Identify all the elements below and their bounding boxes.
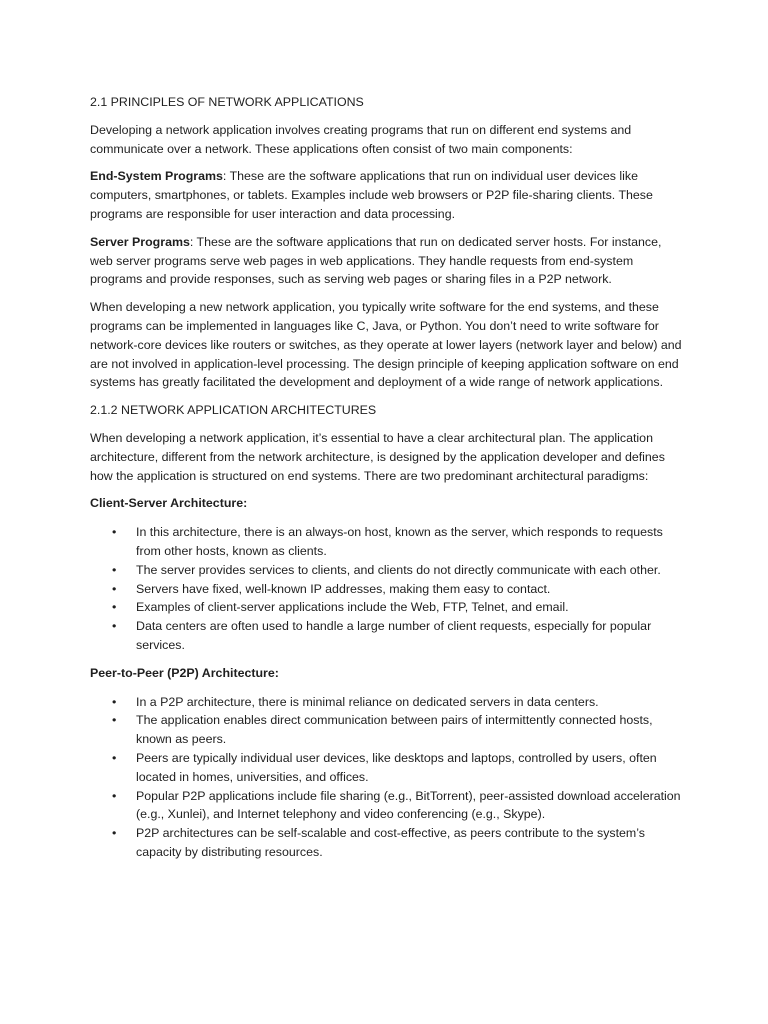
bullet-icon: • [112, 694, 117, 709]
bullet-icon: • [112, 826, 117, 841]
bullet-icon: • [112, 619, 117, 634]
list-item [90, 580, 682, 599]
bullet-icon: • [112, 750, 117, 765]
list-item-text: The application enables direct communication between pairs of intermittently connected hosts, known as peers. [136, 713, 653, 747]
list-item-text: Servers have fixed, well-known IP addresses, making them easy to contact. [136, 581, 551, 596]
list-item [90, 561, 682, 580]
p2p-list [90, 693, 682, 862]
bullet-icon: • [112, 788, 117, 803]
bullet-icon: • [112, 713, 117, 728]
document-page [90, 93, 682, 871]
section-heading-architectures: 2.1.2 NETWORK APPLICATION ARCHITECTURES [90, 403, 377, 418]
development-paragraph: When developing a new network application, you typically write software for the end systems, and these programs can be implemented in languages like C, Java, or Python. You don’t need to write software for network-core devices like routers or switches, as they operate at lower layers (network layer and below) and are not involved in application-level processing. The design principle of keeping application software on end systems has greatly facilitated the development and deployment of a wide range of network applications. [90, 300, 682, 390]
server-label: Server Programs [90, 234, 190, 249]
list-item-text: Data centers are often used to handle a large number of client requests, especially for popular services. [136, 619, 652, 652]
list-item [90, 617, 682, 655]
p2p-title: Peer-to-Peer (P2P) Architecture: [90, 665, 279, 680]
server-paragraph [90, 233, 682, 289]
end-system-text: : These are the software applications that run on individual user devices like computers, smartphones, or tablets. Examples include web browsers or P2P file-sharing clients. These programs are responsible for user interaction and data processing. [90, 169, 653, 221]
list-item-text: Examples of client-server applications include the Web, FTP, Telnet, and email. [136, 600, 569, 615]
client-server-title: Client-Server Architecture: [90, 496, 248, 511]
list-item [90, 824, 682, 862]
list-item-text: P2P architectures can be self-scalable and cost-effective, as peers contribute to the system’s capacity by distributing resources. [136, 826, 645, 859]
list-item [90, 693, 682, 712]
bullet-icon: • [112, 525, 117, 540]
bullet-icon: • [112, 600, 117, 615]
list-item-text: In a P2P architecture, there is minimal reliance on dedicated servers in data centers. [136, 694, 599, 709]
list-item-text: Peers are typically individual user devices, like desktops and laptops, controlled by users, often located in homes, universities, and offices. [136, 750, 657, 784]
section-heading-principles: 2.1 PRINCIPLES OF NETWORK APPLICATIONS [90, 95, 364, 109]
list-item [90, 787, 682, 825]
bullet-icon: • [112, 562, 117, 577]
list-item-text: Popular P2P applications include file sharing (e.g., BitTorrent), peer-assisted download acceleration (e.g., Xunlei), and Internet telephony and video conferencing (e.g., Skype). [136, 788, 681, 822]
end-system-label: End-System Programs [90, 169, 223, 184]
architecture-intro-paragraph: When developing a network application, it’s essential to have a clear architectural plan. The application architecture, different from the network architecture, is designed by the application developer and defines how the application is structured on end systems. There are two predominant architectural paradigms: [90, 430, 665, 483]
list-item-text: In this architecture, there is an always-on host, known as the server, which responds to requests from other hosts, known as clients. [136, 525, 663, 558]
list-item [90, 598, 682, 617]
bullet-icon: • [112, 581, 117, 596]
list-item [90, 711, 682, 749]
end-system-paragraph [90, 167, 682, 223]
list-item [90, 523, 682, 561]
client-server-list [90, 523, 682, 655]
list-item-text: The server provides services to clients, and clients do not directly communicate with each other. [136, 562, 661, 577]
server-text: : These are the software applications that run on dedicated server hosts. For instance, web server programs serve web pages in web applications. They handle requests from end-system programs and provide responses, such as serving web pages or sharing files in a P2P network. [90, 234, 662, 287]
intro-paragraph: Developing a network application involves creating programs that run on different end systems and communicate over a network. These applications often consist of two main components: [90, 122, 632, 156]
list-item [90, 749, 682, 787]
